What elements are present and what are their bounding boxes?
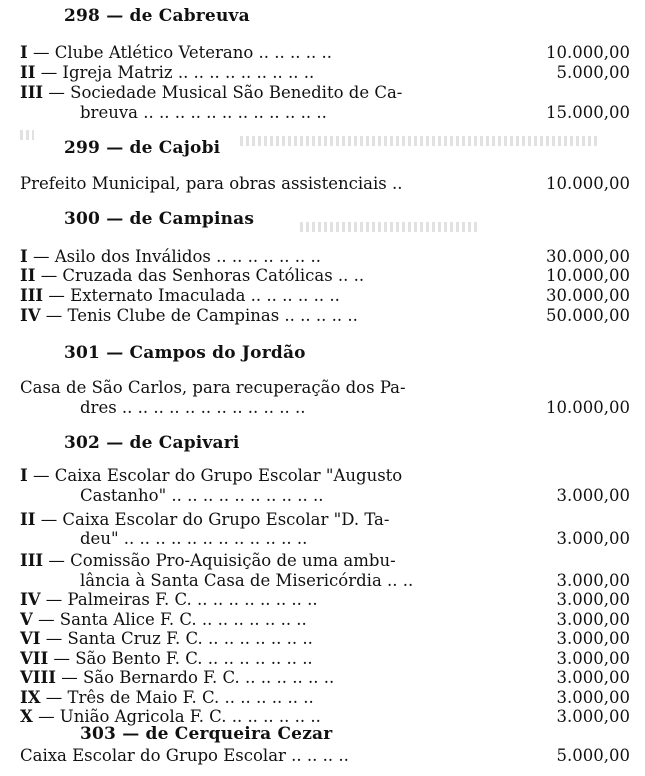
item-text: — Igreja Matriz .. .. .. .. .. .. .. .. ..: [40, 63, 315, 82]
item-amount: 30.000,00: [546, 247, 630, 266]
item-number: V: [20, 610, 33, 629]
item-amount: 3.000,00: [556, 649, 630, 668]
item-number: I: [20, 247, 28, 266]
item-text-continued: Castanho" .. .. .. .. .. .. .. .. .. ..: [80, 486, 324, 505]
item-number: II: [20, 63, 36, 82]
list-item: [20, 266, 630, 286]
list-item-continuation: [20, 486, 630, 506]
item-number: IV: [20, 590, 41, 609]
item-text: — Caixa Escolar do Grupo Escolar "Augusto: [32, 466, 403, 485]
section-heading: 301 — Campos do Jordão: [64, 343, 306, 363]
list-item-continuation: [20, 103, 630, 123]
item-text: — Santa Alice F. C. .. .. .. .. .. .. ..: [38, 610, 307, 629]
list-item: [20, 306, 630, 326]
print-smudge: [20, 130, 34, 140]
item-amount: 3.000,00: [556, 629, 630, 648]
list-item: [20, 610, 630, 630]
item-text: — Três de Maio F. C. .. .. .. .. .. ..: [45, 688, 314, 707]
print-smudge: [240, 136, 600, 146]
item-text: — Caixa Escolar do Grupo Escolar "D. Ta-: [40, 510, 390, 529]
item-text: — Palmeiras F. C. .. .. .. .. .. .. .. ..: [45, 590, 318, 609]
item-number: III: [20, 83, 44, 102]
item-amount: 10.000,00: [546, 174, 630, 193]
list-item: [20, 378, 630, 398]
item-text: — Asilo dos Inválidos .. .. .. .. .. .. ..: [32, 247, 322, 266]
item-number: VIII: [20, 668, 56, 687]
item-amount: 10.000,00: [546, 266, 630, 285]
item-number: II: [20, 510, 36, 529]
list-item: [20, 649, 630, 669]
item-text: Casa de São Carlos, para recuperação dos Pa-: [20, 378, 406, 397]
item-number: I: [20, 466, 28, 485]
item-number: IX: [20, 688, 41, 707]
item-amount: 3.000,00: [556, 688, 630, 707]
list-item-continuation: [20, 571, 630, 591]
list-item: [20, 746, 630, 766]
list-item: [20, 590, 630, 610]
item-text: — São Bernardo F. C. .. .. .. .. .. ..: [61, 668, 335, 687]
list-item: [20, 247, 630, 267]
section-heading: 302 — de Capivari: [64, 433, 240, 453]
item-number: X: [20, 707, 33, 726]
item-amount: 5.000,00: [556, 746, 630, 765]
item-number: III: [20, 286, 44, 305]
item-amount: 10.000,00: [546, 398, 630, 417]
item-text: — Clube Atlético Veterano .. .. .. .. ..: [32, 43, 332, 62]
item-amount: 3.000,00: [556, 571, 630, 590]
item-text: — Santa Cruz F. C. .. .. .. .. .. .. ..: [45, 629, 313, 648]
item-amount: 3.000,00: [556, 668, 630, 687]
list-item: [20, 43, 630, 63]
item-text: Prefeito Municipal, para obras assistenciais ..: [20, 174, 403, 193]
section-heading: 303 — de Cerqueira Cezar: [80, 724, 333, 744]
item-text: Caixa Escolar do Grupo Escolar .. .. .. ..: [20, 746, 349, 765]
item-number: VI: [20, 629, 41, 648]
item-text: — Comissão Pro-Aquisição de uma ambu-: [48, 551, 396, 570]
item-amount: 10.000,00: [546, 43, 630, 62]
item-text: — São Bento F. C. .. .. .. .. .. .. ..: [53, 649, 313, 668]
list-item: [20, 551, 630, 571]
item-amount: 30.000,00: [546, 286, 630, 305]
list-item-continuation: [20, 398, 630, 418]
list-item: [20, 466, 630, 486]
print-smudge: [300, 222, 480, 232]
list-item: [20, 668, 630, 688]
item-number: I: [20, 43, 28, 62]
item-number: II: [20, 266, 36, 285]
item-text-continued: breuva .. .. .. .. .. .. .. .. .. .. .. ..: [80, 103, 327, 122]
item-number: VII: [20, 649, 49, 668]
item-amount: 3.000,00: [556, 610, 630, 629]
item-text: — União Agricola F. C. .. .. .. .. .. ..: [38, 707, 321, 726]
section-heading: 300 — de Campinas: [64, 209, 255, 229]
list-item-continuation: [20, 529, 630, 549]
item-amount: 15.000,00: [546, 103, 630, 122]
list-item: [20, 83, 630, 103]
item-amount: 3.000,00: [556, 529, 630, 548]
list-item: [20, 629, 630, 649]
item-amount: 3.000,00: [556, 707, 630, 726]
section-heading: 299 — de Cajobi: [64, 138, 221, 158]
list-item: [20, 63, 630, 83]
item-text-continued: deu" .. .. .. .. .. .. .. .. .. .. .. ..: [80, 529, 308, 548]
item-text: — Cruzada das Senhoras Católicas .. ..: [40, 266, 365, 285]
list-item: [20, 688, 630, 708]
item-number: IV: [20, 306, 41, 325]
item-text-continued: dres .. .. .. .. .. .. .. .. .. .. .. ..: [80, 398, 306, 417]
item-text: — Tenis Clube de Campinas .. .. .. .. ..: [45, 306, 358, 325]
list-item: [20, 510, 630, 530]
item-amount: 5.000,00: [556, 63, 630, 82]
section-heading: 298 — de Cabreuva: [64, 6, 250, 26]
item-text-continued: lância à Santa Casa de Misericórdia .. ..: [80, 571, 414, 590]
item-amount: 50.000,00: [546, 306, 630, 325]
list-item: [20, 286, 630, 306]
item-text: — Externato Imaculada .. .. .. .. .. ..: [48, 286, 340, 305]
list-item: [20, 174, 630, 194]
item-amount: 3.000,00: [556, 486, 630, 505]
item-amount: 3.000,00: [556, 590, 630, 609]
item-number: III: [20, 551, 44, 570]
item-text: — Sociedade Musical São Benedito de Ca-: [48, 83, 403, 102]
